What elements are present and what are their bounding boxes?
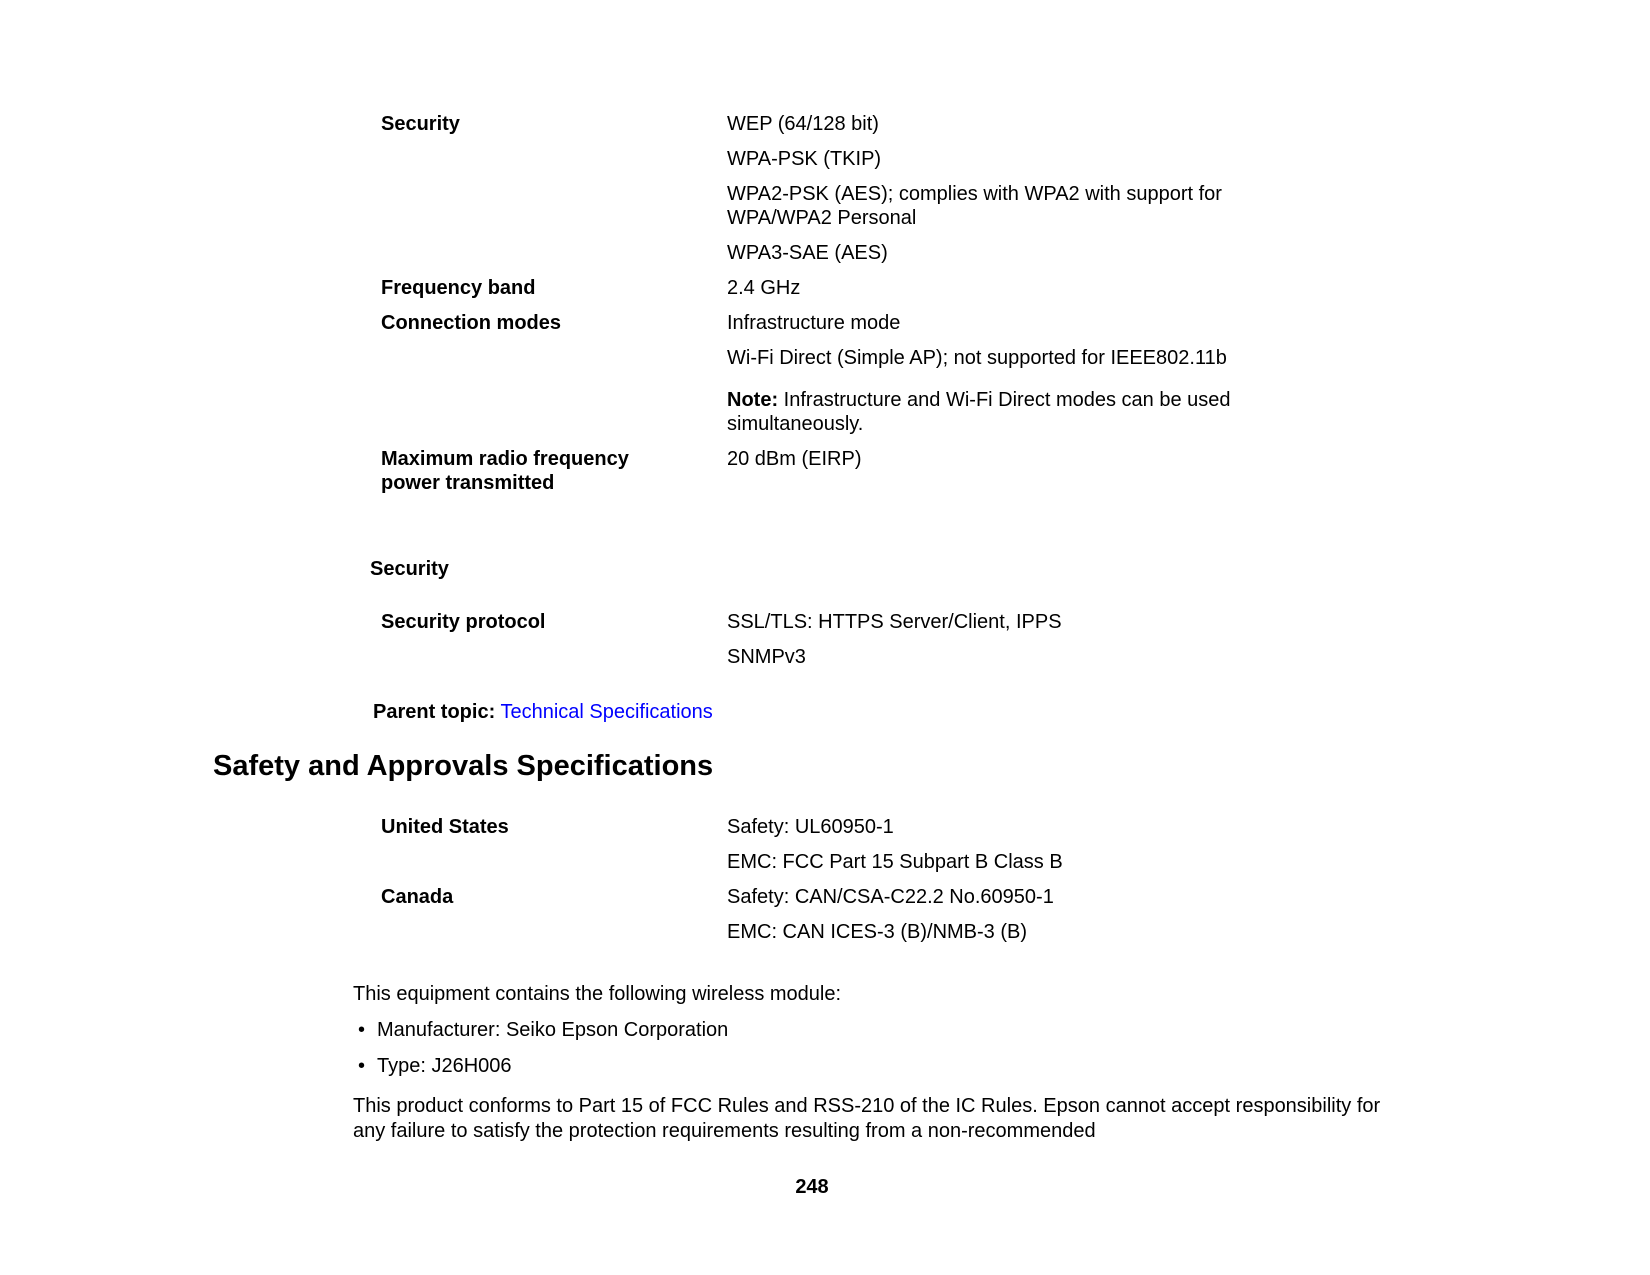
page-title: Safety and Approvals Specifications (213, 750, 714, 782)
list-item (353, 1018, 728, 1042)
spec-value: Wi-Fi Direct (Simple AP); not supported for IEEE802.11b (727, 347, 1227, 369)
spec-value: Infrastructure mode (727, 312, 901, 334)
spec-label: Frequency band (381, 277, 536, 299)
spec-value: 20 dBm (EIRP) (727, 448, 862, 470)
spec-value: SNMPv3 (727, 646, 806, 668)
spec-value: WPA2-PSK (AES); complies with WPA2 with support for WPA/WPA2 Personal (727, 183, 1222, 229)
spec-label: Connection modes (381, 312, 562, 334)
wifi-spec-table (381, 112, 1275, 495)
list-item-text: Manufacturer: Seiko Epson Corporation (377, 1019, 729, 1041)
parent-topic-label: Parent topic: (373, 701, 496, 723)
spec-label: Maximum radio frequency power transmitted (381, 448, 629, 494)
spec-value: 2.4 GHz (727, 277, 801, 299)
spec-row-canada (381, 885, 1275, 955)
safety-spec-table (381, 815, 1275, 955)
spec-value: WEP (64/128 bit) (727, 113, 879, 135)
list-item-text: Type: J26H006 (377, 1055, 512, 1077)
spec-value: Safety: CAN/CSA-C22.2 No.60950-1 (727, 886, 1054, 908)
spec-value: EMC: FCC Part 15 Subpart B Class B (727, 851, 1063, 873)
spec-label: Canada (381, 886, 454, 908)
spec-label: Security protocol (381, 611, 546, 633)
spec-row-security (381, 112, 1275, 276)
spec-label: Security (381, 113, 460, 135)
parent-topic-link[interactable]: Technical Specifications (500, 701, 713, 723)
spec-value: EMC: CAN ICES-3 (B)/NMB-3 (B) (727, 921, 1028, 943)
wireless-module-list (353, 1018, 728, 1090)
spec-row-connection-modes (381, 311, 1275, 447)
note-prefix: Note: (727, 389, 779, 411)
security-subheading: Security (370, 558, 449, 580)
spec-row-frequency-band (381, 276, 1275, 311)
spec-note (727, 388, 1275, 436)
parent-topic (373, 700, 713, 724)
spec-label: United States (381, 816, 509, 838)
list-item (353, 1054, 728, 1078)
spec-value: WPA-PSK (TKIP) (727, 148, 882, 170)
security-spec-table (381, 610, 1275, 680)
spec-value: Safety: UL60950-1 (727, 816, 894, 838)
bullet-icon: • (358, 1019, 366, 1041)
spec-row-united-states (381, 815, 1275, 885)
bullet-icon: • (358, 1055, 366, 1077)
spec-value: SSL/TLS: HTTPS Server/Client, IPPS (727, 611, 1062, 633)
fcc-conformity-paragraph: This product conforms to Part 15 of FCC Rules and RSS-210 of the IC Rules. Epson cannot accept responsibility for any failure to satisfy the protection requirements resulting from a non-recommended (353, 1095, 1381, 1142)
wireless-module-paragraph: This equipment contains the following wireless module: (353, 983, 842, 1005)
spec-row-max-radio-power (381, 447, 1275, 495)
page-number: 248 (795, 1176, 829, 1198)
spec-value: WPA3-SAE (AES) (727, 242, 888, 264)
spec-row-security-protocol (381, 610, 1275, 680)
note-text: Infrastructure and Wi-Fi Direct modes can be used simultaneously. (727, 389, 1231, 435)
